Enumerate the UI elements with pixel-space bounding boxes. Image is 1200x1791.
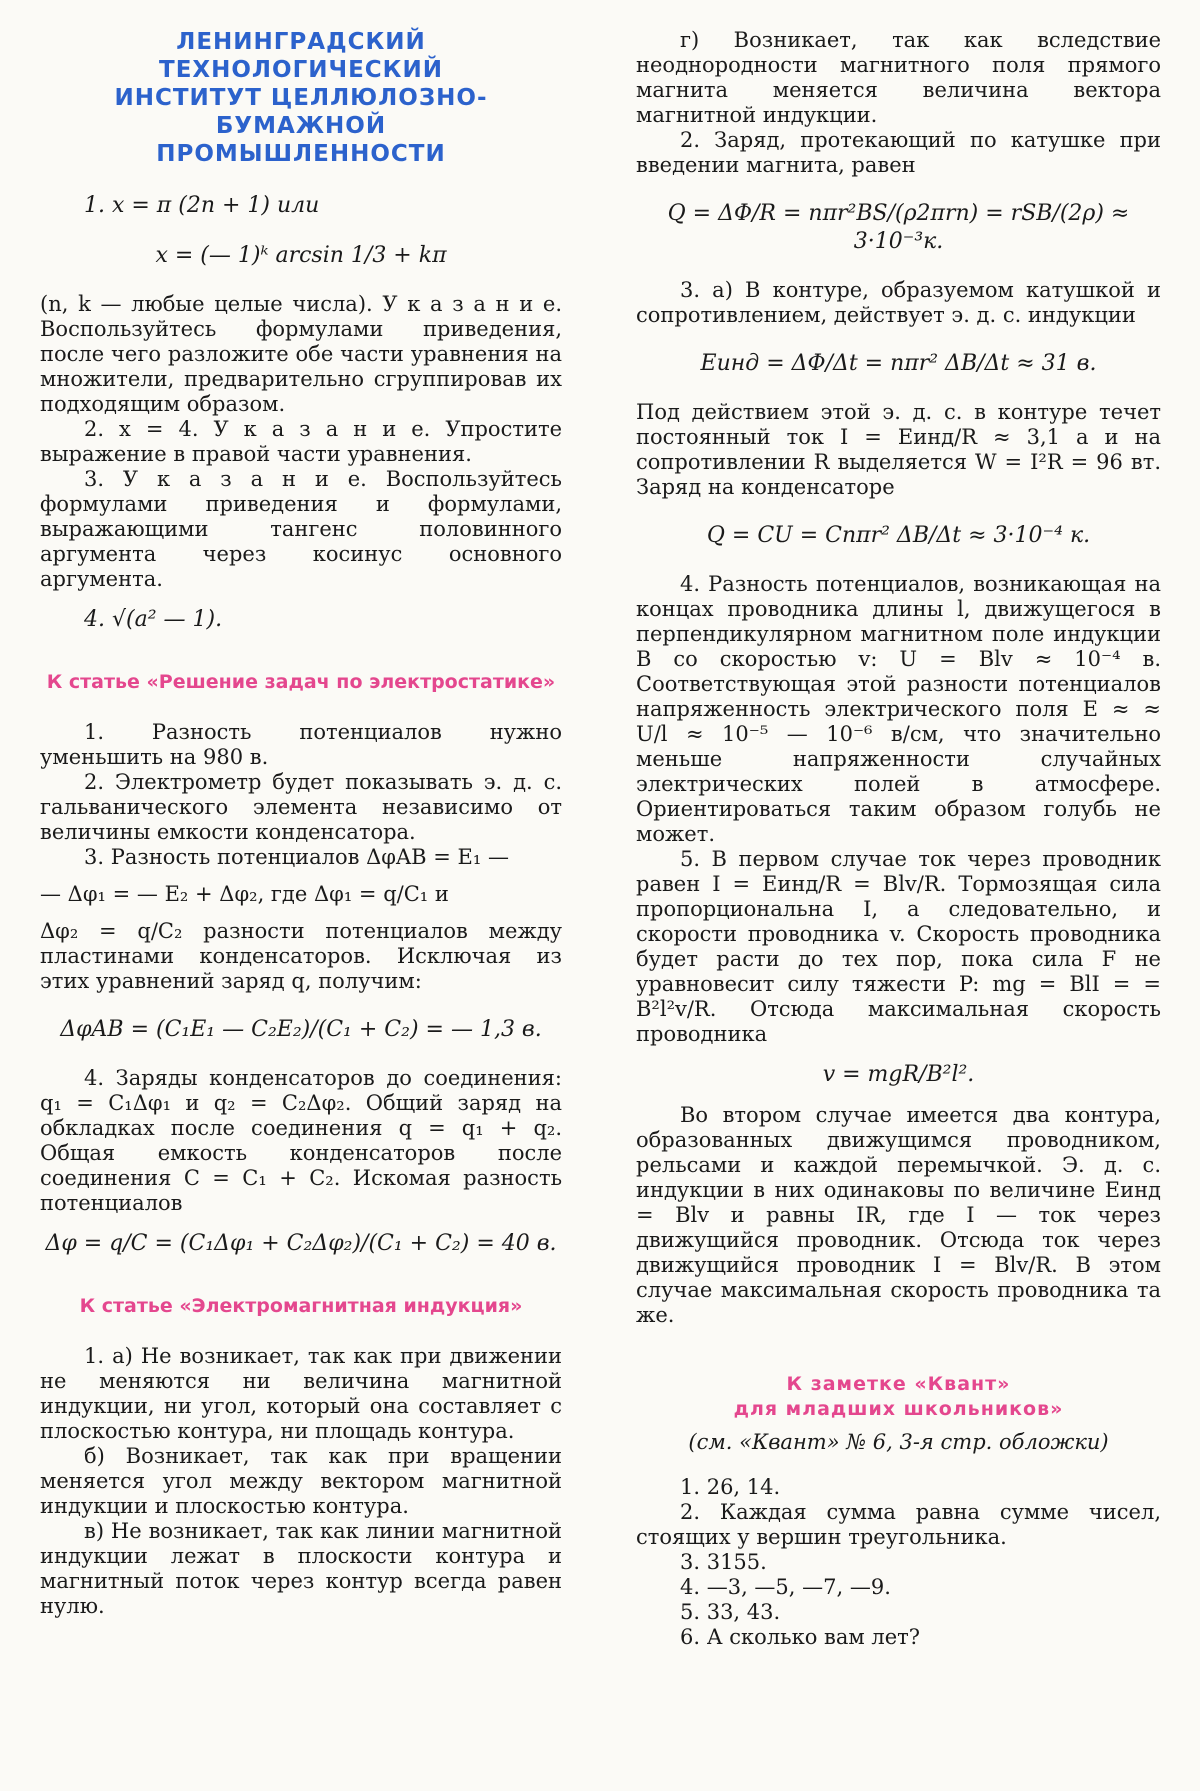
heading-line-2: ИНСТИТУТ ЦЕЛЛЮЛОЗНО-БУМАЖНОЙ — [114, 85, 488, 139]
kvant-answer-1: 1. 26, 14. — [680, 1475, 781, 1499]
kvant-title-2: для младших школьников» — [733, 1398, 1064, 1420]
kvant-answer-5: 5. 33, 43. — [680, 1600, 781, 1624]
lenin-answer-1-text: (n, k — любые целые числа). У к а з а н и е. Воспользуйтесь формулами приведения, после чего разложите обе части уравнения на множители, предварительно сгруппировав их подходящим образом. — [40, 292, 562, 416]
electrostatics-answer-4: 4. Заряды конденсаторов до соединения: q₁ = C₁Δφ₁ и q₂ = C₂Δφ₂. Общий заряд на обкладках после соединения q = q₁ + q₂. Общая емкость конденсаторов после соединения C = C₁ + C₂. Искомая разность потенциалов — [40, 1066, 562, 1215]
induction-answer-3-formula-2: Q = CU = Cnπr² ΔB/Δt ≈ 3·10⁻⁴ к. — [706, 523, 1091, 548]
lenin-answer-4: 4. √(a² — 1). — [84, 607, 223, 632]
induction-answer-5-text-2: Во втором случае имеется два контура, образованных движущимся проводником, рельсами и каждой перемычкой. Э. д. с. индукции в них одинаковы по величине Eинд = Blv и равны IR, где I — ток через движущийся проводник. Отсюда ток через движущийся проводник I = Blv/R. В этом случае максимальная скорость проводника та же. — [636, 1103, 1161, 1327]
electrostatics-answer-3-part-3: Δφ₂ = q/C₂ разности потенциалов между пластинами конденсаторов. Исключая из этих уравнений заряд q, получим: — [40, 919, 562, 993]
electrostatics-answer-2: 2. Электрометр будет показывать э. д. с. гальванического элемента независимо от величины емкости конденсатора. — [40, 770, 562, 844]
electrostatics-title: К статье «Решение задач по электростатике» — [46, 671, 556, 693]
induction-answer-3-formula-1: Eинд = ΔΦ/Δt = nπr² ΔB/Δt ≈ 31 в. — [700, 351, 1097, 376]
induction-answer-1a: 1. а) Не возникает, так как при движении не меняются ни величина магнитной индукции, ни угол, который она составляет с плоскостью контура, ни площадь контура. — [40, 1344, 562, 1443]
lenin-answer-1-formula-2: x = (— 1)ᵏ arcsin 1/3 + kπ — [155, 243, 447, 268]
electrostatics-answer-3-part-1: 3. Разность потенциалов ΔφAB = E₁ — — [84, 845, 509, 869]
induction-answer-3: 3. а) В контуре, образуемом катушкой и сопротивлением, действует э. д. с. индукции — [636, 278, 1161, 327]
kvant-answer-4: 4. —3, —5, —7, —9. — [680, 1575, 891, 1599]
institute-heading — [40, 28, 562, 168]
lenin-answer-3: 3. У к а з а н и е. Воспользуйтесь формулами приведения и формулами, выражающими тангенс половинного аргумента через косинус основного аргумента. — [40, 467, 562, 591]
electrostatics-answer-3-part-2: — Δφ₁ = — E₂ + Δφ₂, где Δφ₁ = q/C₁ и — [40, 882, 449, 906]
induction-answer-5-formula: v = mgR/B²l². — [822, 1062, 975, 1087]
induction-answer-1c: в) Не возникает, так как линии магнитной индукции лежат в плоскости контура и магнитный поток через контур всегда равен нулю. — [40, 1519, 562, 1618]
induction-answer-5: 5. В первом случае ток через проводник равен I = Eинд/R = Blv/R. Тормозящая сила пропорциональна I, а следовательно, и скорости проводника v. Скорость проводника будет расти до тех пор, пока сила F не уравновесит силу тяжести P: mg = BlI = = B²l²v/R. Отсюда максимальная скорость проводника — [636, 847, 1161, 1046]
induction-answer-2-formula: Q = ΔΦ/R = nπr²BS/(ρ2πrn) = rSB/(2ρ) ≈ 3·10⁻³к. — [667, 201, 1130, 254]
lenin-answer-2: 2. x = 4. У к а з а н и е. Упростите выражение в правой части уравнения. — [40, 417, 562, 466]
kvant-answer-3: 3. 3155. — [680, 1550, 767, 1574]
electrostatics-answer-4-formula: Δφ = q/C = (C₁Δφ₁ + C₂Δφ₂)/(C₁ + C₂) = 40 в. — [45, 1231, 557, 1256]
induction-answer-1d: г) Возникает, так как вследствие неоднородности магнитного поля прямого магнита меняется величина вектора магнитной индукции. — [636, 28, 1161, 127]
kvant-answer-6: 6. А сколько вам лет? — [680, 1625, 921, 1649]
kvant-reference: (см. «Квант» № 6, 3-я стр. обложки) — [688, 1430, 1109, 1454]
kvant-answer-2: 2. Каждая сумма равна сумме чисел, стоящих у вершин треугольника. — [636, 1500, 1161, 1549]
right-column — [636, 28, 1161, 1650]
induction-answer-2: 2. Заряд, протекающий по катушке при введении магнита, равен — [636, 128, 1161, 177]
heading-line-3: ПРОМЫШЛЕННОСТИ — [156, 141, 446, 167]
induction-answer-3-text-2: Под действием этой э. д. с. в контуре течет постоянный ток I = Eинд/R ≈ 3,1 а и на сопротивлении R выделяется W = I²R = 96 вт. Заряд на конденсаторе — [636, 400, 1161, 499]
electrostatics-answer-1: 1. Разность потенциалов нужно уменьшить на 980 в. — [40, 720, 562, 769]
induction-answer-1b: б) Возникает, так как при вращении меняется угол между вектором магнитной индукции и плоскостью контура. — [40, 1444, 562, 1518]
induction-title: К статье «Электромагнитная индукция» — [79, 1295, 523, 1317]
kvant-title-1: К заметке «Квант» — [786, 1373, 1011, 1395]
left-column — [40, 28, 562, 1619]
lenin-answer-1-formula-1: 1. x = π (2n + 1) или — [84, 193, 320, 218]
induction-answer-4: 4. Разность потенциалов, возникающая на концах проводника длины l, движущегося в перпендикулярном магнитном поле индукции B со скоростью v: U = Blv ≈ 10⁻⁴ в. Соответствующая этой разности потенциалов напряженность электрического поля E ≈ ≈ U/l ≈ 10⁻⁵ — 10⁻⁶ в/см, что значительно меньше напряженности случайных электрических полей в атмосфере. Ориентироваться таким образом голубь не может. — [636, 572, 1161, 846]
electrostatics-answer-3-formula: ΔφAB = (C₁E₁ — C₂E₂)/(C₁ + C₂) = — 1,3 в. — [60, 1017, 542, 1042]
heading-line-1: ЛЕНИНГРАДСКИЙ ТЕХНОЛОГИЧЕСКИЙ — [159, 29, 443, 83]
